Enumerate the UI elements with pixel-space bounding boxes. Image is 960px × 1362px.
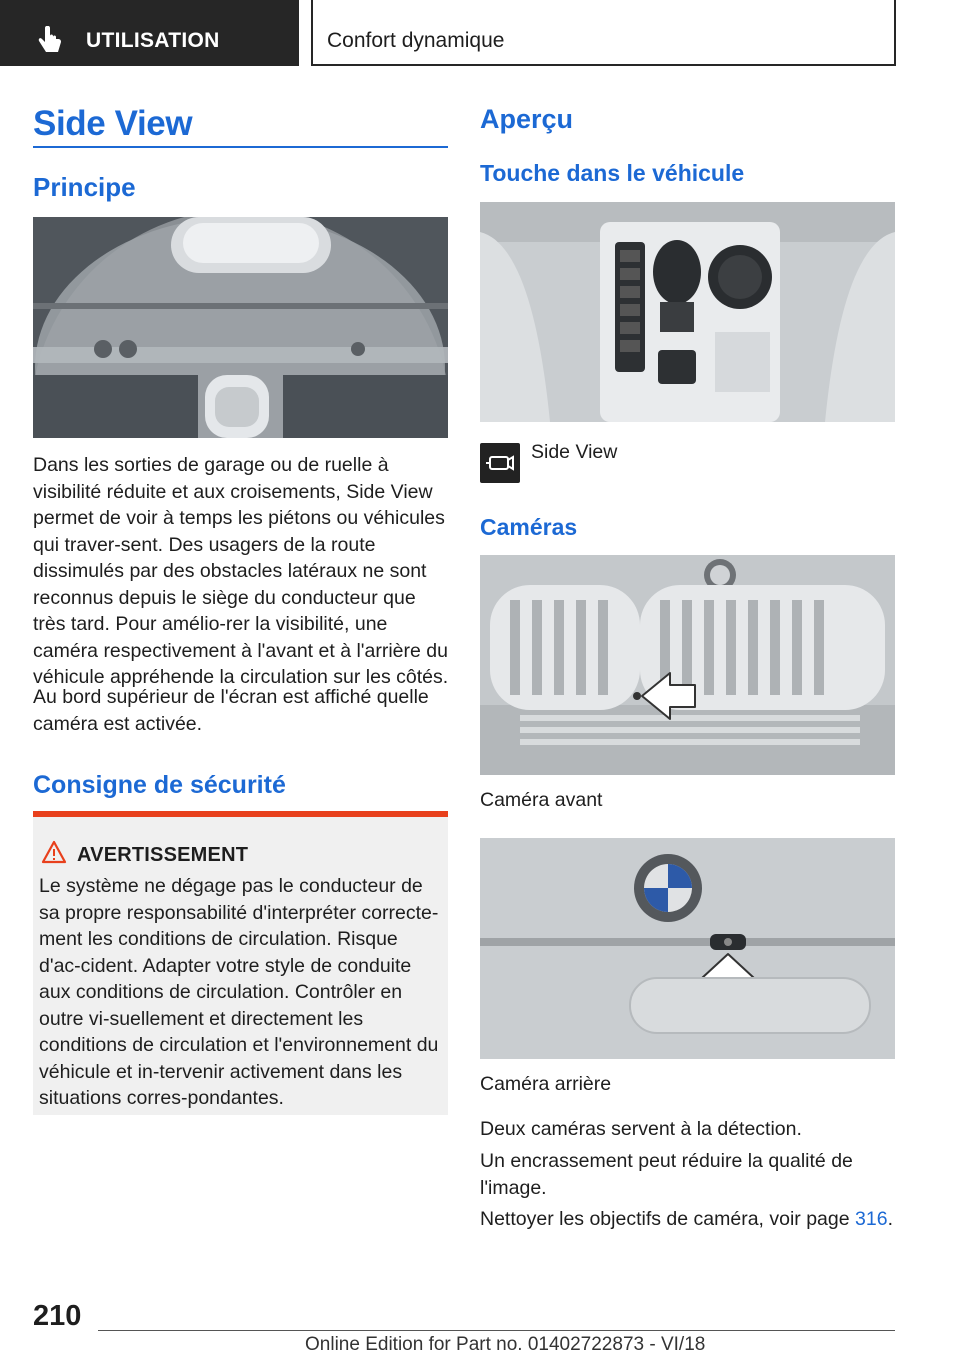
rear-camera-photo <box>480 838 895 1059</box>
hand-pointer-icon <box>36 26 66 56</box>
page-number: 210 <box>33 1300 82 1332</box>
apercu-heading: Aperçu <box>480 104 574 134</box>
touche-heading: Touche dans le véhicule <box>480 160 745 186</box>
footer-divider <box>98 1330 895 1331</box>
principe-paragraph: Dans les sorties de garage ou de ruelle à visibilité réduite et aux croisements, Side View permet de voir à temps les piétons ou véhicules qui traver-sent. Des usagers de la route dissimulés par des obstacles latéraux ne sont reconnus depuis le siège du conducteur que très tard. Pour amélio-rer la visibilité, une caméra respectivement à l'avant et à l'arrière du véhicule appréhende la circulation sur les côtés. <box>33 454 449 688</box>
chapter-label: Confort dynamique <box>327 29 505 52</box>
cameras-text-1: Deux caméras servent à la détection. <box>480 1118 802 1140</box>
warning-triangle-icon <box>41 840 67 864</box>
page-316-link[interactable]: 316 <box>855 1208 888 1230</box>
title-divider <box>33 146 448 148</box>
page-title: Side View <box>33 104 193 143</box>
cameras-text-3 <box>480 1206 895 1233</box>
chapter-tab <box>311 0 896 66</box>
side-view-principle-illustration <box>33 217 448 438</box>
section-tab <box>0 0 299 66</box>
cameras-text-2: Un encrassement peut réduire la qualité de l'image. <box>480 1150 853 1199</box>
safety-heading: Consigne de sécurité <box>33 771 286 799</box>
warning-box <box>33 817 448 1115</box>
warning-text: Le système ne dégage pas le conducteur de sa propre responsabilité d'interpréter correcte-ment les conditions de circulation. Risque d'ac-cident. Adapter votre style de conduite aux conditions de circulation. Contrôler en outre vi-suellement et directement les conditions de circulation et l'environnement du véhicule et in-tervenir activement dans les situations corres-pondantes. <box>39 875 439 1109</box>
cameras-text-3-prefix: Nettoyer les objectifs de caméra, voir page <box>480 1208 856 1230</box>
cameras-text-3-suffix: . <box>887 1208 893 1230</box>
warning-title: AVERTISSEMENT <box>77 844 249 866</box>
center-console-photo <box>480 202 895 422</box>
side-view-label: Side View <box>531 441 618 463</box>
front-camera-photo <box>480 555 895 775</box>
section-label: UTILISATION <box>86 29 220 52</box>
principe-heading: Principe <box>33 172 136 202</box>
page-header <box>0 0 960 66</box>
rear-camera-caption: Caméra arrière <box>480 1073 612 1095</box>
side-view-button-icon <box>480 443 520 483</box>
front-camera-caption: Caméra avant <box>480 789 603 811</box>
cameras-heading: Caméras <box>480 514 578 540</box>
edition-text: Online Edition for Part no. 01402722873 - VI/18 <box>305 1334 706 1355</box>
principe-paragraph-2: Au bord supérieur de l'écran est affiché quelle caméra est activée. <box>33 686 429 735</box>
